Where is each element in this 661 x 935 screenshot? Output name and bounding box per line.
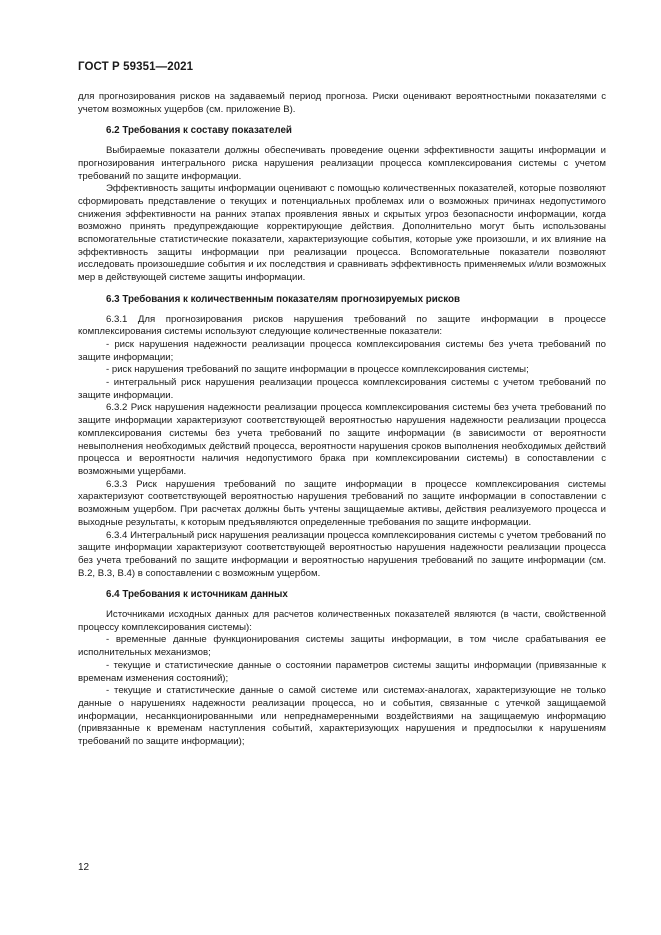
document-id: ГОСТ Р 59351—2021 xyxy=(78,61,194,73)
section-6-3-heading: 6.3 Требования к количественным показателям прогнозируемых рисков xyxy=(106,293,461,305)
page-body xyxy=(78,91,606,749)
clause-6-3-2: 6.3.2 Риск нарушения надежности реализации процесса комплексирования системы без учета требований по защите информации характеризуют соответствующей вероятностью нарушения надежности реализации процесса комплексирования системы без учета требований по защите информации (в зависимости от вероятности невыполнения необходимых действий процесса, вероятности нарушения сроков выполнения необходимых действий процесса и вероятности наличия недопустимого брака при комплексировании системы) в сопоставлении с возможными ущербами. xyxy=(78,402,606,477)
list-item: - текущие и статистические данные о самой системе или системах-аналогах, характеризующие не только данные о нарушениях надежности реализации процесса, но и события, связанные с утечкой защищаемой информации, несанкционированными или непреднамеренными воздействиями на защищаемую информацию (привязанные к временам наступления событий, характеризующих нарушения и предпосылки к нарушениям требований по защите информации); xyxy=(78,685,606,748)
section-6-4-paragraph-1: Источниками исходных данных для расчетов количественных показателей являются (в части, свойственной процессу комплексирования системы): xyxy=(78,609,606,633)
clause-6-3-4: 6.3.4 Интегральный риск нарушения реализации процесса комплексирования системы с учетом требований по защите информации характеризуют соответствующей вероятностью нарушения надежности реализации процесса без учета требований по защите информации и вероятностью нарушения требований по защите информации (см. В.2, В.3, В.4) в сопоставлении с возможным ущербом. xyxy=(78,529,606,579)
list-item: - риск нарушения требований по защите информации в процессе комплексирования системы; xyxy=(106,364,529,376)
clause-6-3-1: 6.3.1 Для прогнозирования рисков нарушения требований по защите информации в процессе комплексирования системы используют следующие количественные показатели: xyxy=(78,313,606,338)
section-6-2-paragraph-2: Эффективность защиты информации оценивают с помощью количественных показателей, которые позволяют сформировать представление о текущих и потенциальных проблемах или о возможных причинах недопустимого снижения эффективности на ранних этапах проявления явных и скрытых угроз безопасности информации, когда возможно принять предупреждающие корректирующие действия. Дополнительно могут быть использованы вспомогательные статистические показатели, характеризующие события, которые уже произошли, и их влияние на эффективность защиты информации при реализации процесса. Вспомогательные показатели позволяют исследовать произошедшие события и их последствия и сравнивать эффективность применяемых и/или возможных мер в действующей системе защиты информации. xyxy=(78,183,606,284)
list-item: - текущие и статистические данные о состоянии параметров системы защиты информации (привязанные к временам изменения состояний); xyxy=(78,659,606,684)
clause-6-3-3: 6.3.3 Риск нарушения требований по защите информации в процессе комплексирования системы характеризуют соответствующей вероятностью нарушения требований по защите информации в сопоставлении с возможным ущербом. При расчетах должны быть учтены защищаемые активы, действия реализуемого процесса и выходные результаты, к которым предъявляются определенные требования по защите информации. xyxy=(78,478,606,528)
list-item: - временные данные функционирования системы защиты информации, в том числе срабатывания ее исполнительных механизмов; xyxy=(78,634,606,659)
section-6-2-paragraph-1: Выбираемые показатели должны обеспечивать проведение оценки эффективности защиты информации и прогнозирования интегрального риска нарушения реализации процесса комплексирования системы с учетом требований по защите информации. xyxy=(78,145,606,182)
section-6-2-heading: 6.2 Требования к составу показателей xyxy=(106,125,292,137)
section-6-4-heading: 6.4 Требования к источникам данных xyxy=(106,589,288,601)
list-item: - риск нарушения надежности реализации процесса комплексирования системы без учета требований по защите информации; xyxy=(78,338,606,363)
page-number: 12 xyxy=(78,862,90,873)
intro-paragraph: для прогнозирования рисков на задаваемый период прогноза. Риски оценивают вероятностными показателями с учетом возможных ущербов (см. приложение В). xyxy=(78,91,606,115)
list-item: - интегральный риск нарушения реализации процесса комплексирования системы с учетом требований по защите информации. xyxy=(78,377,606,401)
